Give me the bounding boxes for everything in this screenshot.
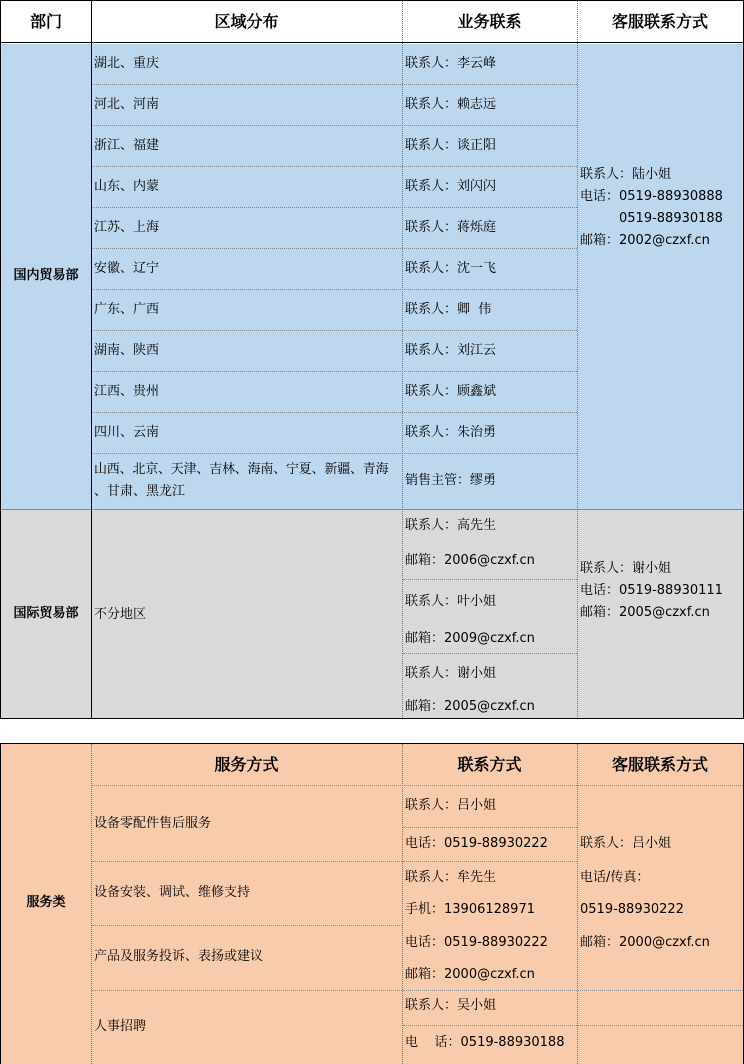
divider-vertical-3 [577,1,578,718]
service-contact-name: 联系人：谢小姐 [580,561,672,576]
row-divider [92,248,577,249]
row-divider [92,166,577,167]
contact-cell: 邮箱：2000@czxf.cn [405,967,535,982]
row-divider [92,84,577,85]
contact-cell: 联系人：刘闪闪 [405,179,497,194]
service-contact-phone-label: 电话/传真： [580,870,650,885]
dept-domestic: 国内贸易部 [13,268,79,283]
header-service-method: 服务方式 [214,755,279,774]
row-divider [92,925,402,926]
row-divider [92,990,402,991]
contact-cell: 联系人：叶小姐 [405,594,497,609]
row-divider [92,330,577,331]
row-divider [578,990,743,991]
row-divider [403,653,577,654]
divider-vertical-1 [91,744,92,1064]
contact-cell: 电话：0519-88930222 [405,836,548,851]
header-region: 区域分布 [214,12,279,31]
contact-cell: 电话：0519-88930222 [405,935,548,950]
contact-cell: 联系人：蒋烁庭 [405,220,497,235]
contact-cell: 联系人：牟先生 [405,870,497,885]
row-divider [403,990,577,991]
region-cell: 山西、北京、天津、吉林、海南、宁夏、新疆、青海 [94,462,389,477]
header-business-contact: 业务联系 [457,12,522,31]
service-item: 设备零配件售后服务 [94,816,212,831]
contact-cell: 联系人：吕小姐 [405,798,497,813]
row-divider [578,1025,743,1026]
region-cell: 山东、内蒙 [94,179,160,194]
row-divider [403,861,577,862]
category-service: 服务类 [26,895,66,910]
service-contact-phone2: 0519-88930188 [619,211,723,226]
region-cell: 四川、云南 [94,425,160,440]
region-cell: 安徽、辽宁 [94,261,160,276]
contact-cell: 联系人：朱治勇 [405,425,497,440]
contact-email: 邮箱：2006@czxf.cn [405,553,535,568]
region-cell: 不分地区 [94,607,147,622]
divider-vertical-2 [402,744,403,1064]
service-contact-phone: 电话：0519-88930888 [580,189,723,204]
row-divider [403,1025,577,1026]
service-contact-name: 联系人：吕小姐 [580,836,672,851]
region-cell: 、甘肃、黑龙江 [94,484,186,499]
service-contact-email: 邮箱：2000@czxf.cn [580,935,710,950]
region-cell: 湖南、陕西 [94,343,160,358]
row-divider [92,861,402,862]
contact-cell: 联系人：吴小姐 [405,998,497,1013]
region-cell: 江苏、上海 [94,220,160,235]
service-item: 人事招聘 [94,1019,147,1034]
contact-cell: 联系人：李云峰 [405,56,497,71]
contact-cell: 销售主管：缪勇 [405,473,497,488]
contact-cell: 联系人：谈正阳 [405,138,497,153]
header-contact-method: 联系方式 [457,755,522,774]
contact-cell: 联系人：高先生 [405,518,497,533]
dept-international: 国际贸易部 [13,606,79,621]
row-divider [403,579,577,580]
header-department: 部门 [29,12,62,31]
service-contact-phone: 0519-88930222 [580,902,684,917]
region-cell: 湖北、重庆 [94,56,160,71]
service-item: 设备安装、调试、维修支持 [94,885,251,900]
divider-vertical-3 [577,744,578,1064]
contact-cell: 联系人：沈一飞 [405,261,497,276]
row-divider [92,371,577,372]
region-cell: 江西、贵州 [94,384,160,399]
row-divider [92,453,577,454]
row-divider [92,207,577,208]
row-divider [92,125,577,126]
contact-email: 邮箱：2009@czxf.cn [405,631,535,646]
divider-vertical-1 [91,1,92,718]
row-divider [92,412,577,413]
service-item: 产品及服务投诉、表扬或建议 [94,949,264,964]
header-divider [92,785,743,786]
service-contact-email: 邮箱：2002@czxf.cn [580,233,710,248]
row-divider [403,827,577,828]
service-contact-phone: 电话：0519-88930111 [580,583,723,598]
contact-cell: 电 话：0519-88930188 [405,1035,565,1050]
contact-cell: 联系人：刘江云 [405,343,497,358]
header-service-contact: 客服联系方式 [611,12,708,31]
contact-cell: 联系人：卿 伟 [405,302,492,317]
contact-cell: 手机：13906128971 [405,902,535,917]
divider-vertical-2 [402,1,403,718]
service-contact-name: 联系人：陆小姐 [580,167,672,182]
service-contact-email: 邮箱：2005@czxf.cn [580,605,710,620]
contact-cell: 联系人：顾鑫斌 [405,384,497,399]
region-cell: 浙江、福建 [94,138,160,153]
contact-cell: 联系人：谢小姐 [405,666,497,681]
region-cell: 广东、广西 [94,302,160,317]
service-table [0,743,744,1064]
region-cell: 河北、河南 [94,97,160,112]
contact-cell: 联系人：赖志远 [405,97,497,112]
row-divider [92,289,577,290]
contact-email: 邮箱：2005@czxf.cn [405,699,535,714]
header-service-contact: 客服联系方式 [611,755,708,774]
